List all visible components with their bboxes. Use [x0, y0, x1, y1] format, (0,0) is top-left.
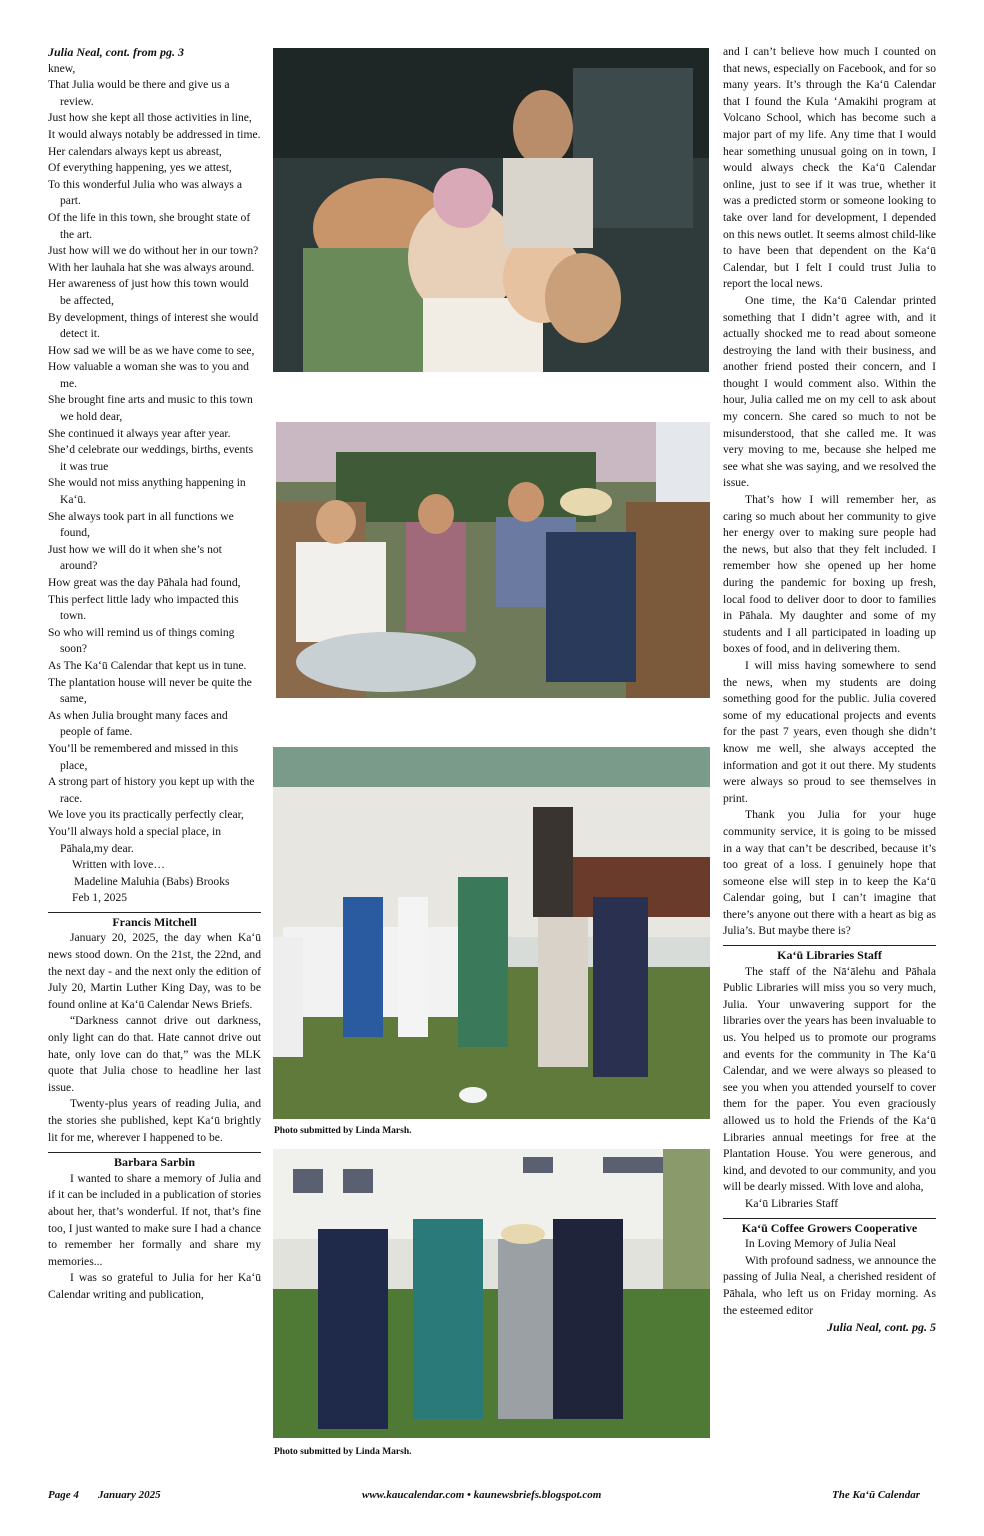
poem-line: It would always notably be addressed in time.	[48, 127, 261, 141]
coffee-growers-body	[723, 1236, 936, 1319]
poem-written-with: Written with love…	[72, 858, 165, 872]
poem-line: Of the life in this town, she brought state of the art.	[48, 210, 251, 241]
footer-paper-name: The Kaʻū Calendar	[832, 1489, 921, 1501]
poem-line: knew,	[48, 61, 76, 75]
poem-line: So who will remind us of things coming soon?	[48, 625, 235, 656]
poem-line: She continued it always year after year.	[48, 426, 231, 440]
poem-line: As when Julia brought many faces and people of fame.	[48, 708, 228, 739]
poem-line: To this wonderful Julia who was always a part.	[48, 177, 242, 208]
footer-page-number: Page 4	[48, 1489, 79, 1501]
footer-urls: www.kaucalendar.com • kaunewsbriefs.blogspot.com	[362, 1489, 602, 1501]
paragraph: I wanted to share a memory of Julia and if it can be included in a publication of stories about her, that’s wonderful. If not, that’s fine too, I just wanted to make sure I had a chance to remember her formally and share my memories...	[48, 1171, 261, 1268]
poem-line: Just how we will do it when she’s not around?	[48, 542, 222, 573]
coffee-growers-heading: Kaʻū Coffee Growers Cooperative	[723, 1218, 936, 1237]
paragraph: One time, the Kaʻū Calendar printed something that I didn’t agree with, and it actually shocked me to read about someone destroying the land with their business, and another friend posted their concern, and I thought I would comment also. Within the hour, Julia called me on my cell to ask about my concern. She cared so much to not be misunderstood, that she called me. It was very moving to me, because she helped me see what she was saying, and we resolved the issue.	[723, 293, 936, 490]
photo-caption: Photo submitted by Linda Marsh.	[274, 1447, 412, 1457]
poem-line: Just how she kept all those activities in line,	[48, 111, 252, 125]
poem-line: By development, things of interest she would detect it.	[48, 310, 259, 341]
photo-caption: Photo submitted by Linda Marsh.	[274, 1126, 412, 1136]
poem-line: She would not miss anything happening in Kaʻū.	[48, 476, 246, 507]
photo-friends-on-porch	[276, 422, 710, 698]
poem-line: The plantation house will never be quite the same,	[48, 675, 252, 706]
poem-line: She brought fine arts and music to this town we hold dear,	[48, 393, 253, 424]
barbara-sarbin-heading: Barbara Sarbin	[48, 1152, 261, 1171]
left-column	[48, 44, 261, 1304]
paragraph: I will miss having somewhere to send the news, when my students are doing something good for the public. Julia covered some of my educational projects and events for the past 7 years, even though she didn’t know me well, she always accepted the information and got it out there. My students were always so proud to see themselves in print.	[723, 658, 936, 805]
paragraph: January 20, 2025, the day when Kaʻū news stood down. On the 21st, the 22nd, and the next day - and the next only the edition of July 20, Martin Luther King Day, was to be found online at Kaʻū Calendar News Briefs.	[48, 931, 261, 1011]
paragraph: The staff of the Nāʻālehu and Pāhala Public Libraries will miss you so very much, Julia. Your unwavering support for the libraries over the years has been invaluable to us. You helped us to promote our programs and events for the community in The Kaʻū Calendar, and we were always so pleased to see you when you attended yourself to cover them for the paper. You even graciously allowed us to hold the Friends of the Kaʻū Libraries annual meetings for free at the Plantation House. You were generous, and kind, and devoted to our community, and you will be dearly missed. With love and aloha,	[723, 964, 936, 1194]
poem-line: How valuable a woman she was to you and me.	[48, 360, 249, 390]
poem-line: She always took part in all functions we found,	[48, 509, 234, 540]
paragraph: Twenty-plus years of reading Julia, and the stories she published, kept Kaʻū brightly lit for me, wherever I happened to be.	[48, 1097, 261, 1144]
libraries-body	[723, 964, 936, 1213]
libraries-heading: Kaʻū Libraries Staff	[723, 945, 936, 964]
photo-family-portrait	[273, 48, 709, 372]
poem-line: You’ll be remembered and missed in this place,	[48, 741, 239, 772]
photo-four-people-lawn	[273, 1149, 710, 1438]
poem-line: Of everything happening, yes we attest,	[48, 161, 232, 175]
paragraph: Thank you Julia for your huge community service, it is going to be missed in a way that can’t be described, because it’s too great of a loss. I genuinely hope that someone else will step in to keep the Kaʻū Calendar going, but I can’t imagine that there’s anyone out there with a heart as big as Julia’s. But maybe there is?	[723, 808, 936, 938]
barbara-sarbin-body	[48, 1171, 261, 1304]
subheading: In Loving Memory of Julia Neal	[745, 1237, 897, 1251]
photo-group-by-house	[273, 747, 710, 1119]
francis-mitchell-heading: Francis Mitchell	[48, 912, 261, 931]
paragraph: That’s how I will remember her, as caring so much about her community to give her energy over to making sure people had the news, but also that they felt included. I remember how she opened up her home during the pandemic for boxing up fresh, local food to deliver door to door to families in Pāhala. My daughter and some of my students and I all participated in loading up boxes of food, and in delivering them.	[723, 493, 936, 656]
poem	[48, 61, 261, 858]
poem-line: She’d celebrate our weddings, births, events it was true	[48, 443, 254, 473]
poem-line: Just how will we do without her in our town?	[48, 244, 259, 258]
poem-line: You’ll always hold a special place, in Pāhala,my dear.	[48, 824, 222, 855]
poem-line: How great was the day Pāhala had found,	[48, 576, 241, 589]
francis-mitchell-body	[48, 930, 261, 1146]
footer-month: January 2025	[98, 1489, 161, 1501]
poem-line: How sad we will be as we have come to see,	[48, 343, 255, 357]
poem-line: Her calendars always kept us abreast,	[48, 144, 222, 158]
poem-line: A strong part of history you kept up with the race.	[48, 775, 255, 805]
continued-from-kicker: Julia Neal, cont. from pg. 3	[48, 45, 185, 59]
poem-author: Madeline Maluhia (Babs) Brooks	[74, 874, 230, 888]
continued-on-kicker: Julia Neal, cont. pg. 5	[826, 1320, 936, 1335]
poem-line: With her lauhala hat she was always around.	[48, 260, 255, 274]
paragraph: With profound sadness, we announce the passing of Julia Neal, a cherished resident of Pāhala, who left us on Friday morning. As the esteemed editor	[723, 1253, 936, 1317]
poem-line: Her awareness of just how this town would be affected,	[48, 277, 249, 307]
poem-line: As The Kaʻū Calendar that kept us in tune.	[48, 658, 247, 672]
poem-line: That Julia would be there and give us a review.	[48, 78, 230, 108]
right-column	[723, 44, 936, 1336]
signoff: Kaʻū Libraries Staff	[745, 1196, 839, 1210]
paragraph: “Darkness cannot drive out darkness, only light can do that. Hate cannot drive out hate, only love can do that,” was the MLK quote that Julia chose to headline her last issue.	[48, 1014, 261, 1094]
paragraph: I was so grateful to Julia for her Kaʻū Calendar writing and publication,	[48, 1271, 261, 1301]
barbara-sarbin-continued	[723, 44, 936, 940]
poem-line: This perfect little lady who impacted this town.	[48, 592, 239, 623]
paragraph: and I can’t believe how much I counted on that news, especially on Facebook, and for so many years. It’s through the Kaʻū Calendar that I found the Kula ʻAmakihi program at Volcano School, which has become such a major part of my life. Any time that I would hear something unusual going on in town, I would always check the Kaʻū Calendar online, just to see if it was true, whether it was a predicted storm or someone looking to take over land for development, I depended on this news outlet. It seems almost child-like to have been that dependent on the Kaʻū Calendar, but I felt I could trust Julia to report the local news.	[723, 45, 936, 291]
poem-date: Feb 1, 2025	[72, 891, 128, 905]
poem-line: We love you its practically perfectly clear,	[48, 808, 244, 822]
